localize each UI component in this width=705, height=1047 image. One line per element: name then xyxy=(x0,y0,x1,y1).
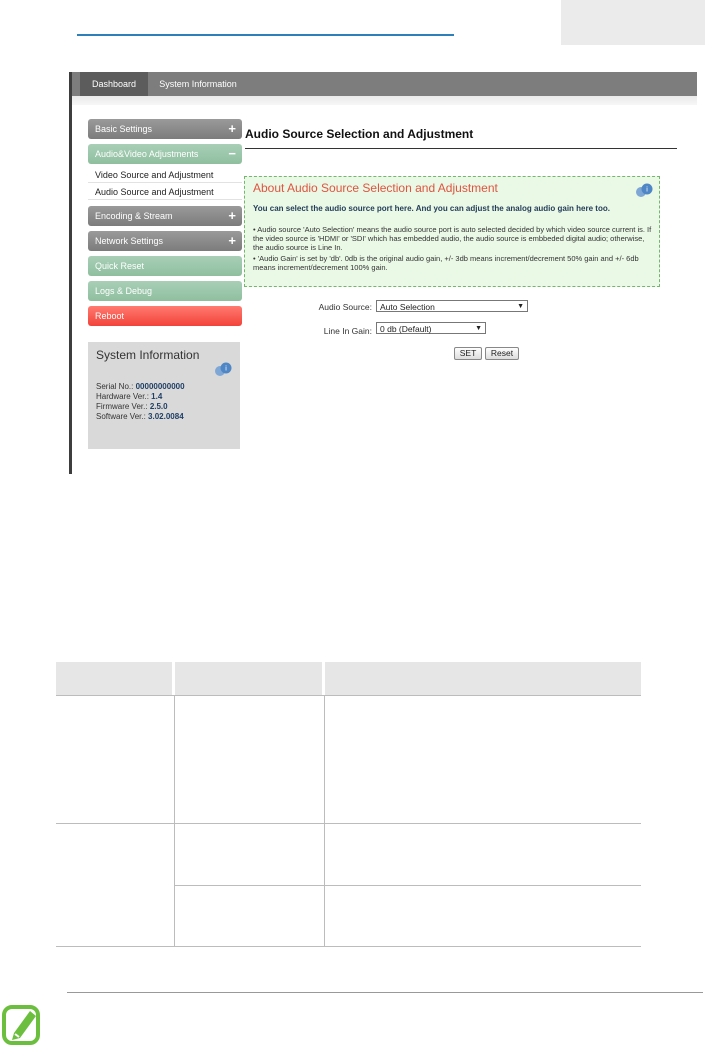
table-row-divider xyxy=(56,695,641,696)
svg-text:i: i xyxy=(646,186,648,194)
expand-icon: + xyxy=(228,233,236,248)
firmware-value: 2.5.0 xyxy=(149,402,168,411)
about-info-box xyxy=(244,176,660,287)
line-in-gain-value: 0 db (Default) xyxy=(380,324,432,334)
sidebar-item-reboot[interactable] xyxy=(88,306,242,326)
tab-system-information[interactable]: System Information xyxy=(159,79,237,89)
page-corner-box xyxy=(561,0,705,45)
sidebar-item-label: Basic Settings xyxy=(95,124,153,134)
audio-source-value: Auto Selection xyxy=(380,302,435,312)
sidebar-item-label: Encoding & Stream xyxy=(95,211,173,221)
hardware-value: 1.4 xyxy=(151,392,163,401)
serial-label: Serial No.: xyxy=(96,382,134,391)
sidebar-subitem-audio-source[interactable]: Audio Source and Adjustment xyxy=(88,185,242,200)
web-ui-screenshot xyxy=(69,72,697,474)
sidebar-item-logs-debug[interactable] xyxy=(88,281,242,301)
line-in-gain-select[interactable] xyxy=(376,322,486,334)
sidebar-item-audio-video[interactable] xyxy=(88,144,242,164)
about-summary: You can select the audio source port here. And you can adjust the analog audio gain here too. xyxy=(253,204,610,213)
hardware-label: Hardware Ver.: xyxy=(96,392,149,401)
table-header-divider xyxy=(172,662,175,695)
header-rule xyxy=(77,34,454,36)
page-title: Audio Source Selection and Adjustment xyxy=(245,127,474,141)
collapse-icon: − xyxy=(228,146,236,161)
system-information-panel xyxy=(88,342,240,449)
footer-rule xyxy=(67,992,703,993)
table-row-divider xyxy=(56,946,641,947)
top-nav-bar xyxy=(72,72,697,96)
dropdown-arrow-icon: ▼ xyxy=(475,325,482,332)
tab-dashboard[interactable]: Dashboard xyxy=(80,72,148,96)
table-header-divider xyxy=(322,662,325,695)
sidebar-item-label: Audio&Video Adjustments xyxy=(95,149,199,159)
sidebar-subitem-video-source[interactable]: Video Source and Adjustment xyxy=(88,168,242,183)
sub-bar xyxy=(72,96,697,105)
screenshot-left-border xyxy=(69,72,72,474)
sidebar-item-label: Reboot xyxy=(95,311,125,321)
dropdown-arrow-icon: ▼ xyxy=(517,303,524,310)
expand-icon: + xyxy=(228,208,236,223)
software-value: 3.02.0084 xyxy=(148,412,184,421)
reset-button[interactable]: Reset xyxy=(485,347,519,360)
table-row-divider xyxy=(56,823,641,824)
line-in-gain-label: Line In Gain: xyxy=(323,326,372,336)
help-icon[interactable] xyxy=(214,362,232,378)
firmware-label: Firmware Ver.: xyxy=(96,402,148,411)
audio-source-select[interactable] xyxy=(376,300,528,312)
about-title: About Audio Source Selection and Adjustment xyxy=(253,181,498,195)
about-paragraph-auto-selection: • Audio source 'Auto Selection' means the audio source port is auto selected decided by which video source current is. If the video source is 'HDMI' or 'SDI' which has embedded audio, the audio source is embbeded digital audio; otherwise, the audio source is Line In. xyxy=(253,225,652,252)
help-icon[interactable] xyxy=(635,183,653,199)
system-information-rows xyxy=(96,382,185,422)
audio-source-label: Audio Source: xyxy=(318,302,372,312)
note-pencil-icon xyxy=(0,1001,44,1047)
sidebar-item-label: Logs & Debug xyxy=(95,286,153,296)
table-header xyxy=(56,662,641,695)
title-divider xyxy=(245,148,677,149)
about-paragraph-audio-gain: • 'Audio Gain' is set by 'db'. 0db is the original audio gain, +/- 3db means increment/decrement 50% gain and +/- 6db means increment/decrement 100% gain. xyxy=(253,254,639,272)
sidebar-item-encoding-stream[interactable] xyxy=(88,206,242,226)
table-column-divider xyxy=(324,695,325,946)
serial-value: 00000000000 xyxy=(135,382,185,391)
table-row-divider xyxy=(174,885,641,886)
sidebar-item-quick-reset[interactable] xyxy=(88,256,242,276)
sidebar-item-label: Quick Reset xyxy=(95,261,145,271)
software-label: Software Ver.: xyxy=(96,412,146,421)
sidebar-item-basic-settings[interactable] xyxy=(88,119,242,139)
set-button[interactable]: SET xyxy=(454,347,482,360)
sidebar-item-network-settings[interactable] xyxy=(88,231,242,251)
svg-text:i: i xyxy=(225,365,227,373)
system-information-title: System Information xyxy=(96,348,200,362)
table-column-divider xyxy=(174,695,175,946)
expand-icon: + xyxy=(228,121,236,136)
sidebar-item-label: Network Settings xyxy=(95,236,164,246)
